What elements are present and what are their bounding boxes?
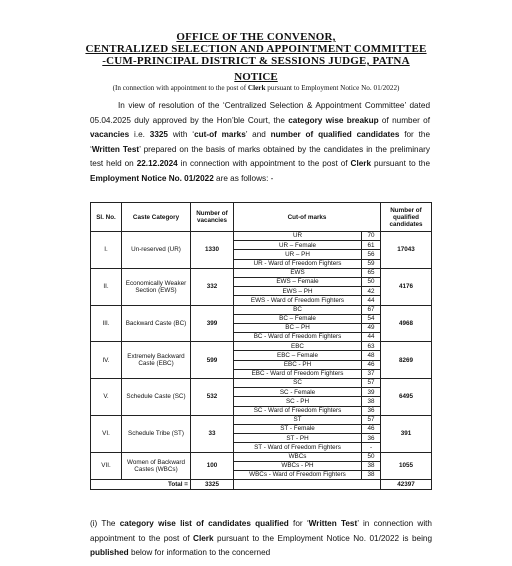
cutoff-marks-cell: 48 xyxy=(362,351,381,360)
total-label: Total = xyxy=(91,480,191,490)
intro-text: in connection with appointment to the post of xyxy=(177,159,351,169)
footer-bold: Written Test xyxy=(308,519,358,528)
vacancies-cell: 1330 xyxy=(191,232,234,269)
subtitle-text-2: pursuant to Employment Notice No. 01/2022) xyxy=(265,84,400,92)
total-empty-cell xyxy=(234,480,381,490)
header-line-3: -CUM-PRINCIPAL DISTRICT & SESSIONS JUDGE, PATNA xyxy=(102,55,410,67)
intro-text: i.e. xyxy=(129,130,150,140)
table-row xyxy=(91,268,432,277)
cutoff-label-cell: EWS – PH xyxy=(234,287,362,296)
cutoff-label-cell: WBCs - PH xyxy=(234,461,362,470)
table-header-row xyxy=(91,203,432,232)
total-vacancies: 3325 xyxy=(191,480,234,490)
caste-category-cell: Schedule Caste (SC) xyxy=(122,379,191,416)
vacancies-cell: 599 xyxy=(191,342,234,379)
footer-paragraph xyxy=(90,517,432,561)
vacancy-cutoff-table xyxy=(90,202,432,490)
cutoff-marks-cell: 61 xyxy=(362,241,381,250)
header-qualified-candidates: Number of qualified candidates xyxy=(381,203,432,232)
notice-title: NOTICE xyxy=(234,71,278,83)
cutoff-marks-cell: 38 xyxy=(362,461,381,470)
cutoff-label-cell: SC xyxy=(234,379,362,388)
total-qualified: 42397 xyxy=(381,480,432,490)
cutoff-label-cell: BC – PH xyxy=(234,323,362,332)
cutoff-marks-cell: 42 xyxy=(362,287,381,296)
cutoff-label-cell: ST xyxy=(234,415,362,424)
caste-category-cell: Economically Weaker Section (EWS) xyxy=(122,268,191,305)
intro-paragraph xyxy=(90,99,430,187)
sl-no-cell: V. xyxy=(91,379,122,416)
caste-category-cell: Backward Caste (BC) xyxy=(122,305,191,342)
footer-bold: Clerk xyxy=(193,533,214,543)
vacancies-cell: 399 xyxy=(191,305,234,342)
vacancies-cell: 33 xyxy=(191,415,234,452)
cutoff-label-cell: EWS – Female xyxy=(234,277,362,286)
cutoff-label-cell: BC xyxy=(234,305,362,314)
notice-subtitle xyxy=(0,84,512,92)
sl-no-cell: IV. xyxy=(91,342,122,379)
cutoff-label-cell: ST - Female xyxy=(234,424,362,433)
cutoff-marks-cell: 36 xyxy=(362,406,381,415)
cutoff-marks-cell: 59 xyxy=(362,259,381,268)
qualified-candidates-cell: 1055 xyxy=(381,452,432,480)
cutoff-marks-cell: 38 xyxy=(362,397,381,406)
cutoff-label-cell: ST - Ward of Freedom Fighters xyxy=(234,443,362,452)
footer-text: below for information to the concerned xyxy=(128,548,271,558)
cutoff-label-cell: EWS - Ward of Freedom Fighters xyxy=(234,296,362,305)
qualified-candidates-cell: 17043 xyxy=(381,232,432,269)
intro-bold: Employment Notice No. 01/2022 xyxy=(90,173,214,183)
cutoff-marks-cell: 39 xyxy=(362,388,381,397)
total-row xyxy=(91,480,432,490)
sl-no-cell: II. xyxy=(91,268,122,305)
intro-bold: cut-of marks xyxy=(194,130,246,140)
cutoff-marks-cell: 38 xyxy=(362,470,381,479)
qualified-candidates-cell: 391 xyxy=(381,415,432,452)
cutoff-label-cell: WBCs - Ward of Freedom Fighters xyxy=(234,470,362,479)
table-row xyxy=(91,452,432,461)
cutoff-label-cell: UR – PH xyxy=(234,250,362,259)
cutoff-marks-cell: 56 xyxy=(362,250,381,259)
qualified-candidates-cell: 6495 xyxy=(381,379,432,416)
intro-text: of number of xyxy=(378,115,431,125)
cutoff-marks-cell: 54 xyxy=(362,314,381,323)
cutoff-marks-cell: 57 xyxy=(362,379,381,388)
intro-bold: Written Test xyxy=(91,144,140,154)
header-line-1: OFFICE OF THE CONVENOR, xyxy=(176,31,336,43)
table-row xyxy=(91,305,432,314)
sl-no-cell: VI. xyxy=(91,415,122,452)
intro-bold: 3325 xyxy=(149,130,168,140)
vacancies-cell: 532 xyxy=(191,379,234,416)
intro-text: ’ and xyxy=(245,130,271,140)
footer-bold: published xyxy=(90,548,129,558)
cutoff-label-cell: BC – Female xyxy=(234,314,362,323)
qualified-candidates-cell: 4176 xyxy=(381,268,432,305)
caste-category-cell: Schedule Tribe (ST) xyxy=(122,415,191,452)
cutoff-label-cell: SC - Ward of Freedom Fighters xyxy=(234,406,362,415)
table-row xyxy=(91,379,432,388)
table-body xyxy=(91,232,432,490)
footer-text: (i) The xyxy=(90,519,120,528)
cutoff-label-cell: EBC - PH xyxy=(234,360,362,369)
cutoff-marks-cell: 37 xyxy=(362,369,381,378)
footer-bold: category wise list of candidates qualified xyxy=(119,519,289,528)
qualified-candidates-cell: 4968 xyxy=(381,305,432,342)
cutoff-label-cell: UR xyxy=(234,232,362,241)
intro-text: In view of resolution of the ‘Centralized Selection & Appointment Committee’ dated 05.04.2025 duly approved by the Hon’ble Court, the xyxy=(90,101,430,125)
sl-no-cell: I. xyxy=(91,232,122,269)
cutoff-label-cell: UR - Ward of Freedom Fighters xyxy=(234,259,362,268)
cutoff-label-cell: BC - Ward of Freedom Fighters xyxy=(234,333,362,342)
table-row xyxy=(91,415,432,424)
cutoff-marks-cell: 36 xyxy=(362,434,381,443)
footer-text: ’ in connection with appointment to the post of xyxy=(90,519,432,543)
intro-bold: Clerk xyxy=(350,159,372,169)
cutoff-marks-cell: 50 xyxy=(362,452,381,461)
cutoff-marks-cell: 67 xyxy=(362,305,381,314)
cutoff-marks-cell: 65 xyxy=(362,268,381,277)
header-line-2: CENTRALIZED SELECTION AND APPOINTMENT COMMITTEE xyxy=(85,43,427,55)
cutoff-label-cell: SC - Female xyxy=(234,388,362,397)
caste-category-cell: Women of Backward Castes (WBCs) xyxy=(122,452,191,480)
header-cutoff-marks: Cut-of marks xyxy=(234,203,381,232)
cutoff-label-cell: EBC xyxy=(234,342,362,351)
cutoff-marks-cell: 63 xyxy=(362,342,381,351)
cutoff-label-cell: WBCs xyxy=(234,452,362,461)
caste-category-cell: Extremely Backward Caste (EBC) xyxy=(122,342,191,379)
footer-text: for ‘ xyxy=(288,519,309,528)
cutoff-marks-cell: 57 xyxy=(362,415,381,424)
vacancies-cell: 332 xyxy=(191,268,234,305)
cutoff-marks-cell: 44 xyxy=(362,333,381,342)
intro-text: for the ‘ xyxy=(90,130,430,154)
sl-no-cell: VII. xyxy=(91,452,122,480)
cutoff-label-cell: EWS xyxy=(234,268,362,277)
cutoff-label-cell: EBC - Ward of Freedom Fighters xyxy=(234,369,362,378)
intro-bold: 22.12.2024 xyxy=(136,159,178,169)
intro-bold: category wise breakup xyxy=(288,115,379,125)
intro-text: pursuant to the xyxy=(371,159,430,169)
cutoff-label-cell: SC - PH xyxy=(234,397,362,406)
header-sl-no: Sl. No. xyxy=(91,203,122,232)
intro-bold: vacancies xyxy=(90,130,130,140)
intro-bold: number of qualified candidates xyxy=(270,130,400,140)
header-vacancies: Number of vacancies xyxy=(191,203,234,232)
intro-text: ’ prepared on the basis of marks obtained by the candidates in the preliminary test held on xyxy=(90,144,430,169)
cutoff-marks-cell: 70 xyxy=(362,232,381,241)
cutoff-marks-cell: 46 xyxy=(362,424,381,433)
cutoff-marks-cell: 50 xyxy=(362,277,381,286)
vacancies-cell: 100 xyxy=(191,452,234,480)
cutoff-marks-cell: 44 xyxy=(362,296,381,305)
footer-text: pursuant to the Employment Notice No. 01/2022 is being xyxy=(213,533,432,543)
caste-category-cell: Un-reserved (UR) xyxy=(122,232,191,269)
cutoff-label-cell: EBC – Female xyxy=(234,351,362,360)
cutoff-label-cell: ST - PH xyxy=(234,434,362,443)
subtitle-bold: Clerk xyxy=(247,84,266,92)
table-row xyxy=(91,342,432,351)
sl-no-cell: III. xyxy=(91,305,122,342)
intro-text: with ‘ xyxy=(167,130,195,140)
cutoff-marks-cell: 46 xyxy=(362,360,381,369)
header-caste-category: Caste Category xyxy=(122,203,191,232)
qualified-candidates-cell: 8269 xyxy=(381,342,432,379)
cutoff-marks-cell: - xyxy=(362,443,381,452)
cutoff-marks-cell: 49 xyxy=(362,323,381,332)
subtitle-text-1: (In connection with appointment to the post of xyxy=(112,84,248,92)
cutoff-label-cell: UR – Female xyxy=(234,241,362,250)
intro-text: are as follows: - xyxy=(213,173,274,183)
table-row xyxy=(91,232,432,241)
